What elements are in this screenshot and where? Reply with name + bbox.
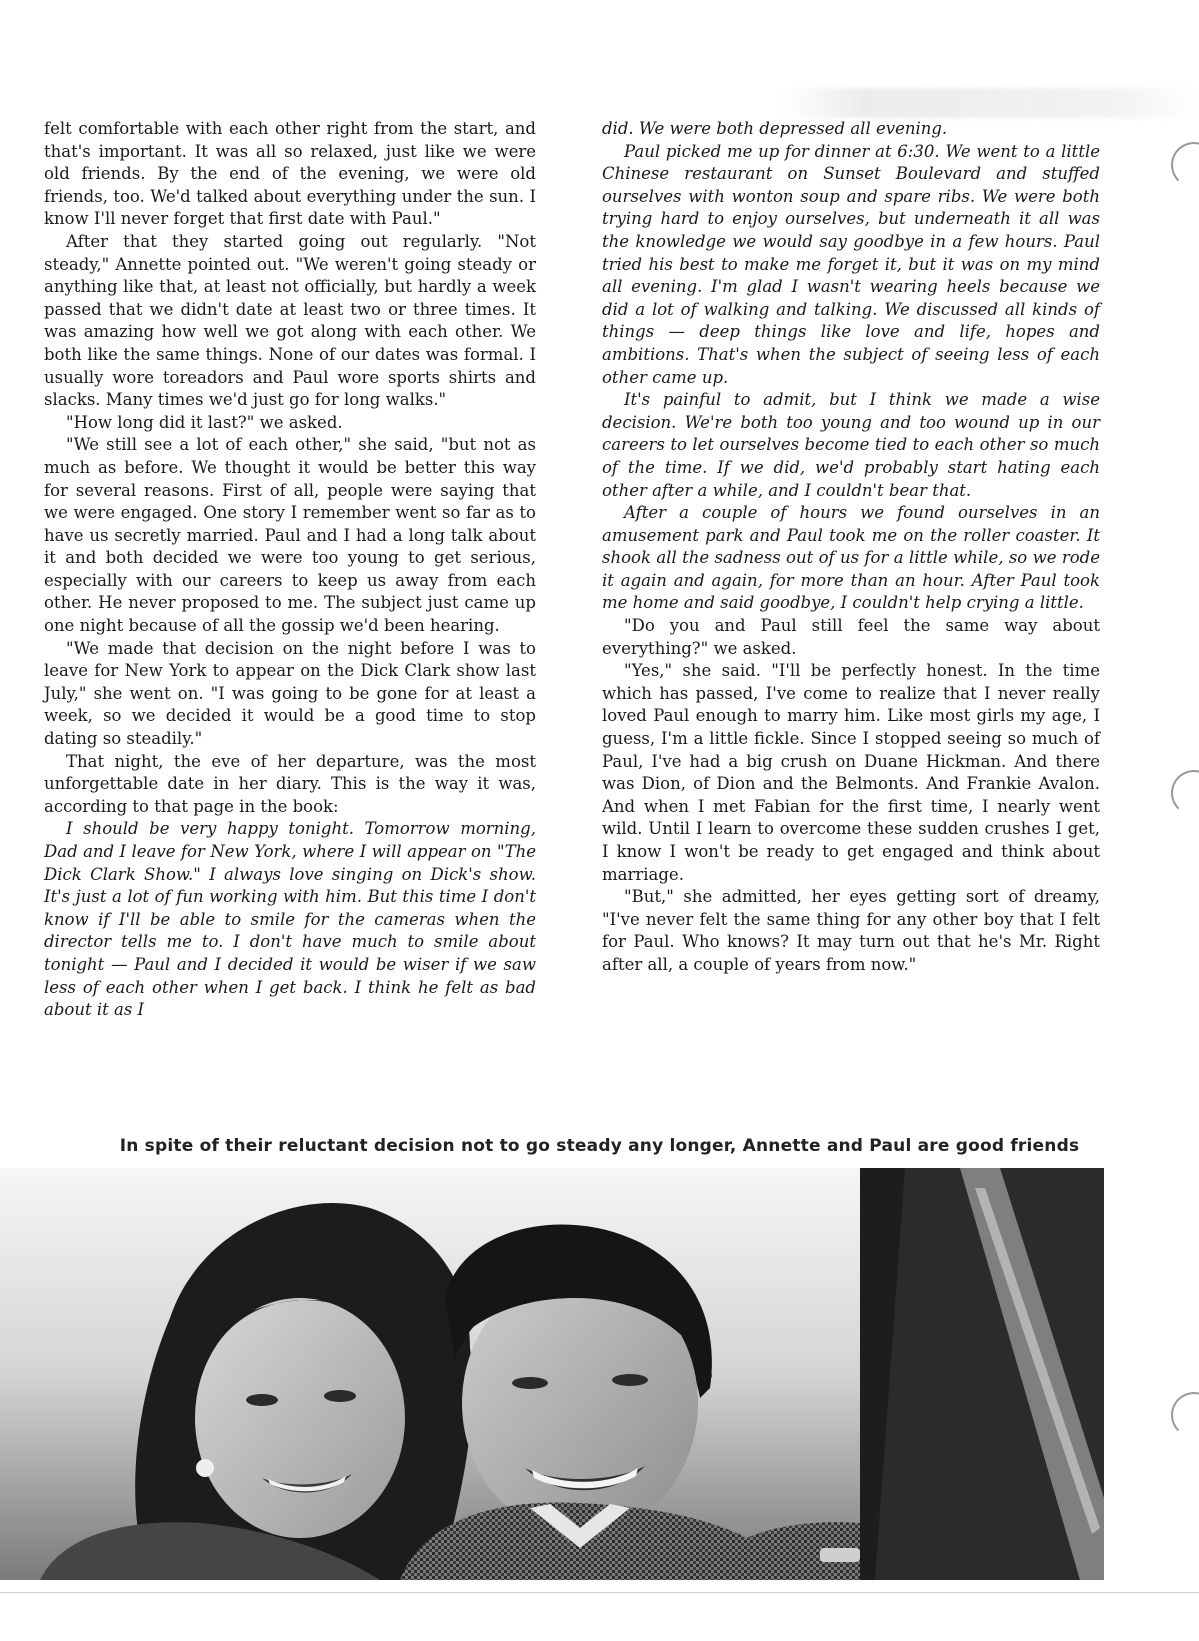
binder-hole-middle <box>1171 770 1199 816</box>
bleed-through-heading <box>780 88 1199 118</box>
paragraph: felt comfortable with each other right from the start, and that's important. It was all so relaxed, just like we were old friends. By the end of the evening, we were old friends, too. We'd talked about everything under the sun. I know I'll never forget that first date with Paul." <box>44 119 536 229</box>
paragraph: "Yes," she said. "I'll be perfectly honest. In the time which has passed, I've come to realize that I never really loved Paul enough to marry him. Like most girls my age, I guess, I'm a little fickle. Since I stopped seeing so much of Paul, I've had a big crush on Duane Hickman. And there was Dion, of Dion and the Belmonts. And Frankie Avalon. And when I met Fabian for the first time, I nearly went wild. Until I learn to overcome these sudden crushes I get, I know I won't be ready to get engaged and think about marriage. <box>602 661 1100 884</box>
paragraph: After that they started going out regularly. "Not steady," Annette pointed out. "We weren't going steady or anything like that, at least not officially, but hardly a week passed that we didn't date at least two or three times. It was amazing how well we got along with each other. We both like the same things. None of our dates was formal. I usually wore toreadors and Paul wore sports shirts and slacks. Many times we'd just go for long walks." <box>44 231 536 410</box>
paragraph: "We still see a lot of each other," she said, "but not as much as before. We thought it would be better this way for several reasons. First of all, people were saying that we were engaged. One story I remember went so far as to have us secretly married. Paul and I had a long talk about it and both decided we were too young to get serious, especially with our careers to keep us away from each other. He never proposed to me. The subject just came up one night because of all the gossip we'd been hearing. <box>44 435 536 636</box>
binder-hole-top <box>1171 142 1199 188</box>
diary-excerpt: After a couple of hours we found ourselves in an amusement park and Paul took me on the roller coaster. It shook all the sadness out of us for a little while, so we rode it again and again, for more than an hour. After Paul took me home and said goodbye, I couldn't help crying a little. <box>602 503 1100 613</box>
diary-excerpt: I should be very happy tonight. Tomorrow morning, Dad and I leave for New York, where I will appear on "The Dick Clark Show." I always love singing on Dick's show. It's just a lot of fun working with him. But this time I don't know if I'll be able to smile for the cameras when the director tells me to. I don't have much to smile about tonight — Paul and I decided it would be wiser if we saw less of each other when I get back. I think he felt as bad about it as I <box>44 819 536 1020</box>
paragraph: "Do you and Paul still feel the same way about everything?" we asked. <box>602 616 1100 658</box>
binder-hole-bottom <box>1171 1392 1199 1438</box>
paragraph: That night, the eve of her departure, was the most unforgettable date in her diary. This is the way it was, according to that page in the book: <box>44 751 536 816</box>
paragraph: "But," she admitted, her eyes getting sort of dreamy, "I've never felt the same thing for any other boy that I felt for Paul. Who knows? It may turn out that he's Mr. Right after all, a couple of years from now." <box>602 887 1100 974</box>
diary-excerpt: did. We were both depressed all evening. <box>602 119 948 138</box>
page-bottom-edge <box>0 1592 1199 1593</box>
diary-excerpt: Paul picked me up for dinner at 6:30. We went to a little Chinese restaurant on Sunset Boulevard and stuffed ourselves with wonton soup and spare ribs. We were both trying hard to enjoy ourselves, but underneath it all was the knowledge we would say goodbye in a few hours. Paul tried his best to make me forget it, but it was on my mind all evening. I'm glad I wasn't wearing heels because we did a lot of walking and talking. We discussed all kinds of things — deep things like love and life, hopes and ambitions. That's when the subject of seeing less of each other came up. <box>602 141 1100 387</box>
paragraph: "How long did it last?" we asked. <box>66 412 343 432</box>
paragraph: "We made that decision on the night before I was to leave for New York to appear on the Dick Clark show last July," she went on. "I was going to be gone for at least a week, so we decided it would be a good time to stop dating so steadily." <box>44 638 536 749</box>
photo-caption: In spite of their reluctant decision not to go steady any longer, Annette and Paul are good friends <box>119 1136 1080 1156</box>
right-text-column <box>602 118 1100 977</box>
left-text-column <box>44 118 536 1022</box>
couple-photo <box>0 1168 1104 1580</box>
diary-excerpt: It's painful to admit, but I think we made a wise decision. We're both too young and too wound up in our careers to let ourselves become tied to each other so much of the time. If we did, we'd probably start hating each other after a while, and I couldn't bear that. <box>602 390 1100 500</box>
